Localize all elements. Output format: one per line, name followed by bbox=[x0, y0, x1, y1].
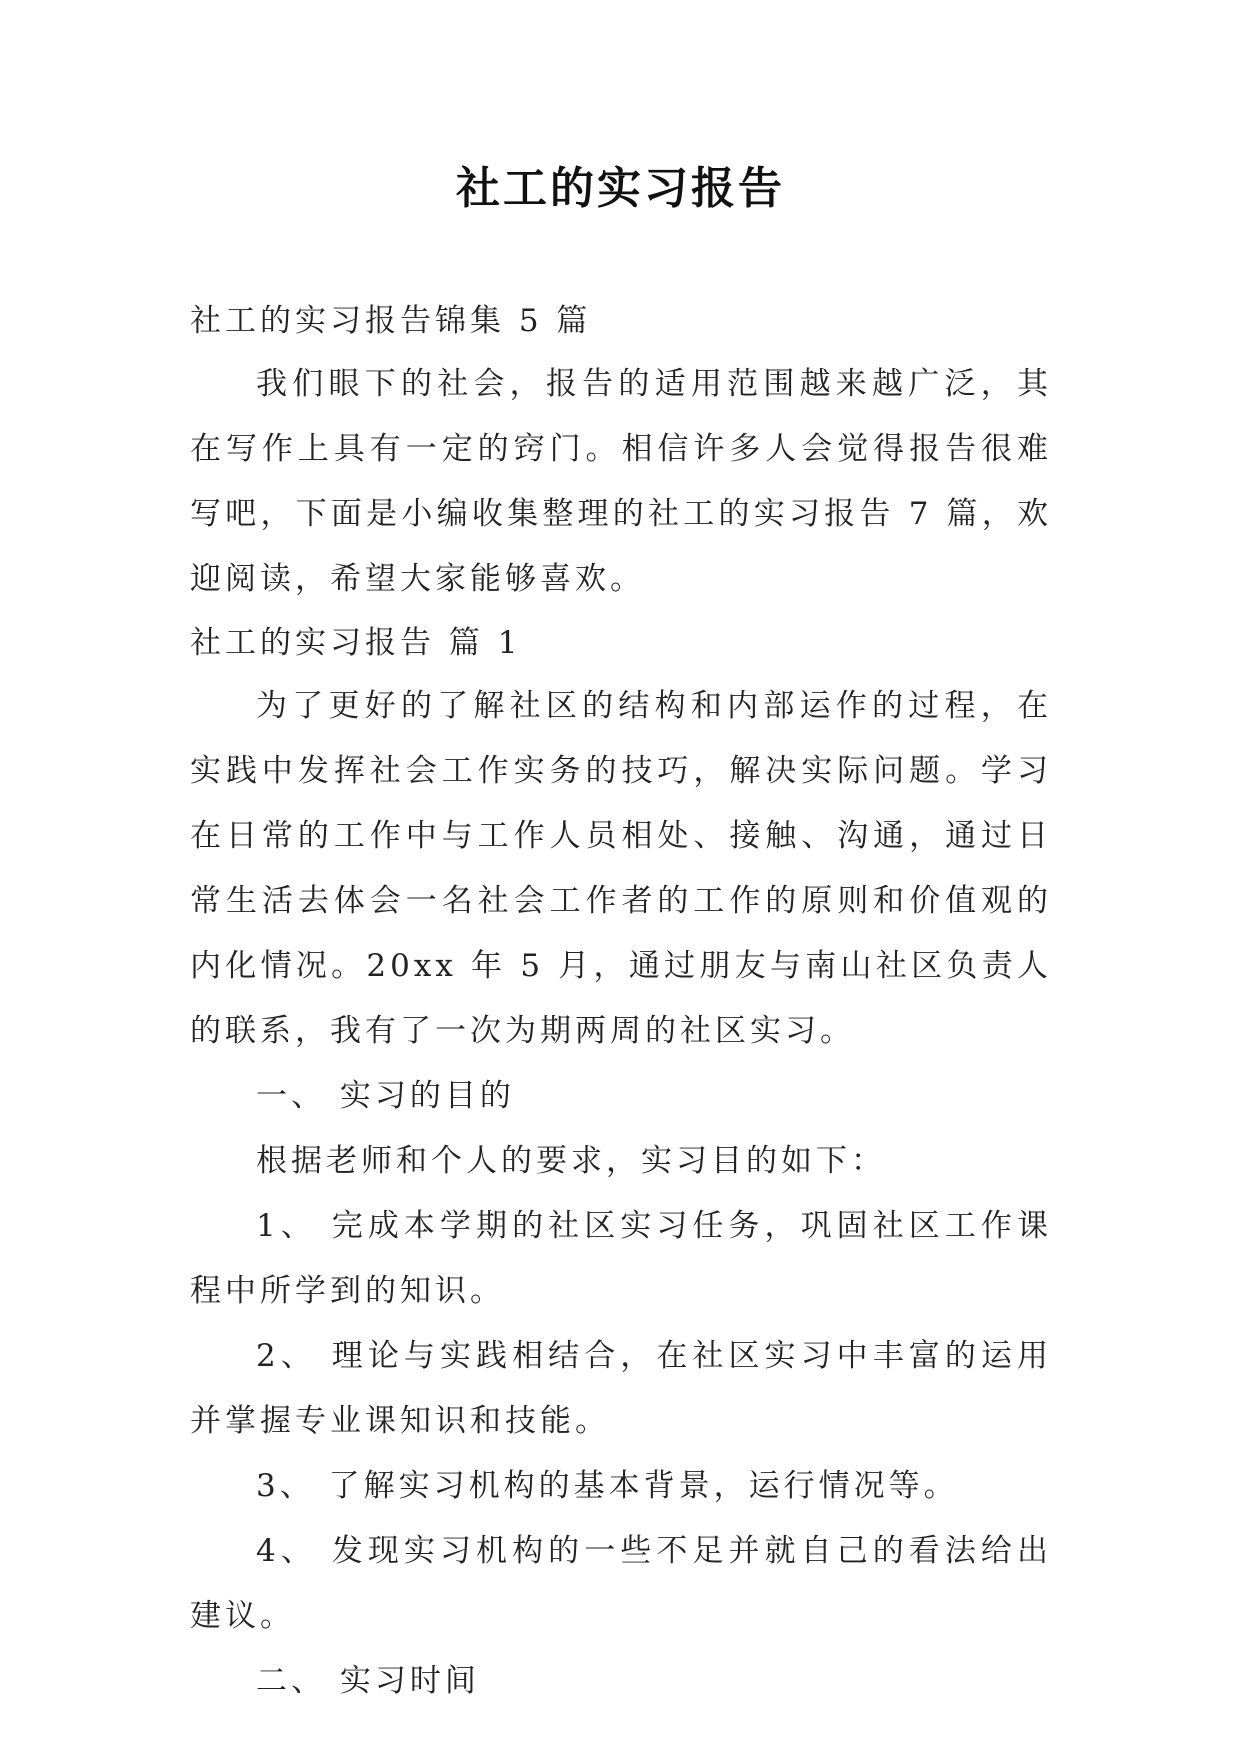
purpose-item-2: 2、 理论与实践相结合，在社区实习中丰富的运用并掌握专业课知识和技能。 bbox=[190, 1338, 1052, 1439]
intro-paragraph: 我们眼下的社会，报告的适用范围越来越广泛，其在写作上具有一定的窍门。相信许多人会觉得报告很难写吧，下面是小编收集整理的社工的实习报告 7 篇，欢迎阅读，希望大家能够喜欢。 bbox=[190, 366, 1052, 597]
document-title: 社工的实习报告 bbox=[456, 163, 785, 214]
collection-heading: 社工的实习报告锦集 5 篇 bbox=[190, 303, 592, 339]
section-heading-part-1: 社工的实习报告 篇 1 bbox=[190, 625, 522, 661]
purpose-item-1: 1、 完成本学期的社区实习任务，巩固社区工作课程中所学到的知识。 bbox=[190, 1208, 1052, 1309]
purpose-intro-paragraph: 根据老师和个人的要求，实习目的如下： bbox=[256, 1143, 886, 1179]
subheading-purpose: 一、 实习的目的 bbox=[256, 1078, 515, 1114]
subheading-time: 二、 实习时间 bbox=[256, 1663, 480, 1699]
purpose-item-4: 4、 发现实习机构的一些不足并就自己的看法给出建议。 bbox=[190, 1533, 1052, 1634]
part-1-paragraph: 为了更好的了解社区的结构和内部运作的过程，在实践中发挥社会工作实务的技巧，解决实际问题。学习在日常的工作中与工作人员相处、接触、沟通，通过日常生活去体会一名社会工作者的工作的原则和价值观的内化情况。20xx 年 5 月，通过朋友与南山社区负责人的联系，我有了一次为期两周的社区实习。 bbox=[190, 688, 1052, 1049]
document-body bbox=[190, 290, 1052, 1714]
purpose-item-3: 3、 了解实习机构的基本背景，运行情况等。 bbox=[256, 1468, 959, 1504]
